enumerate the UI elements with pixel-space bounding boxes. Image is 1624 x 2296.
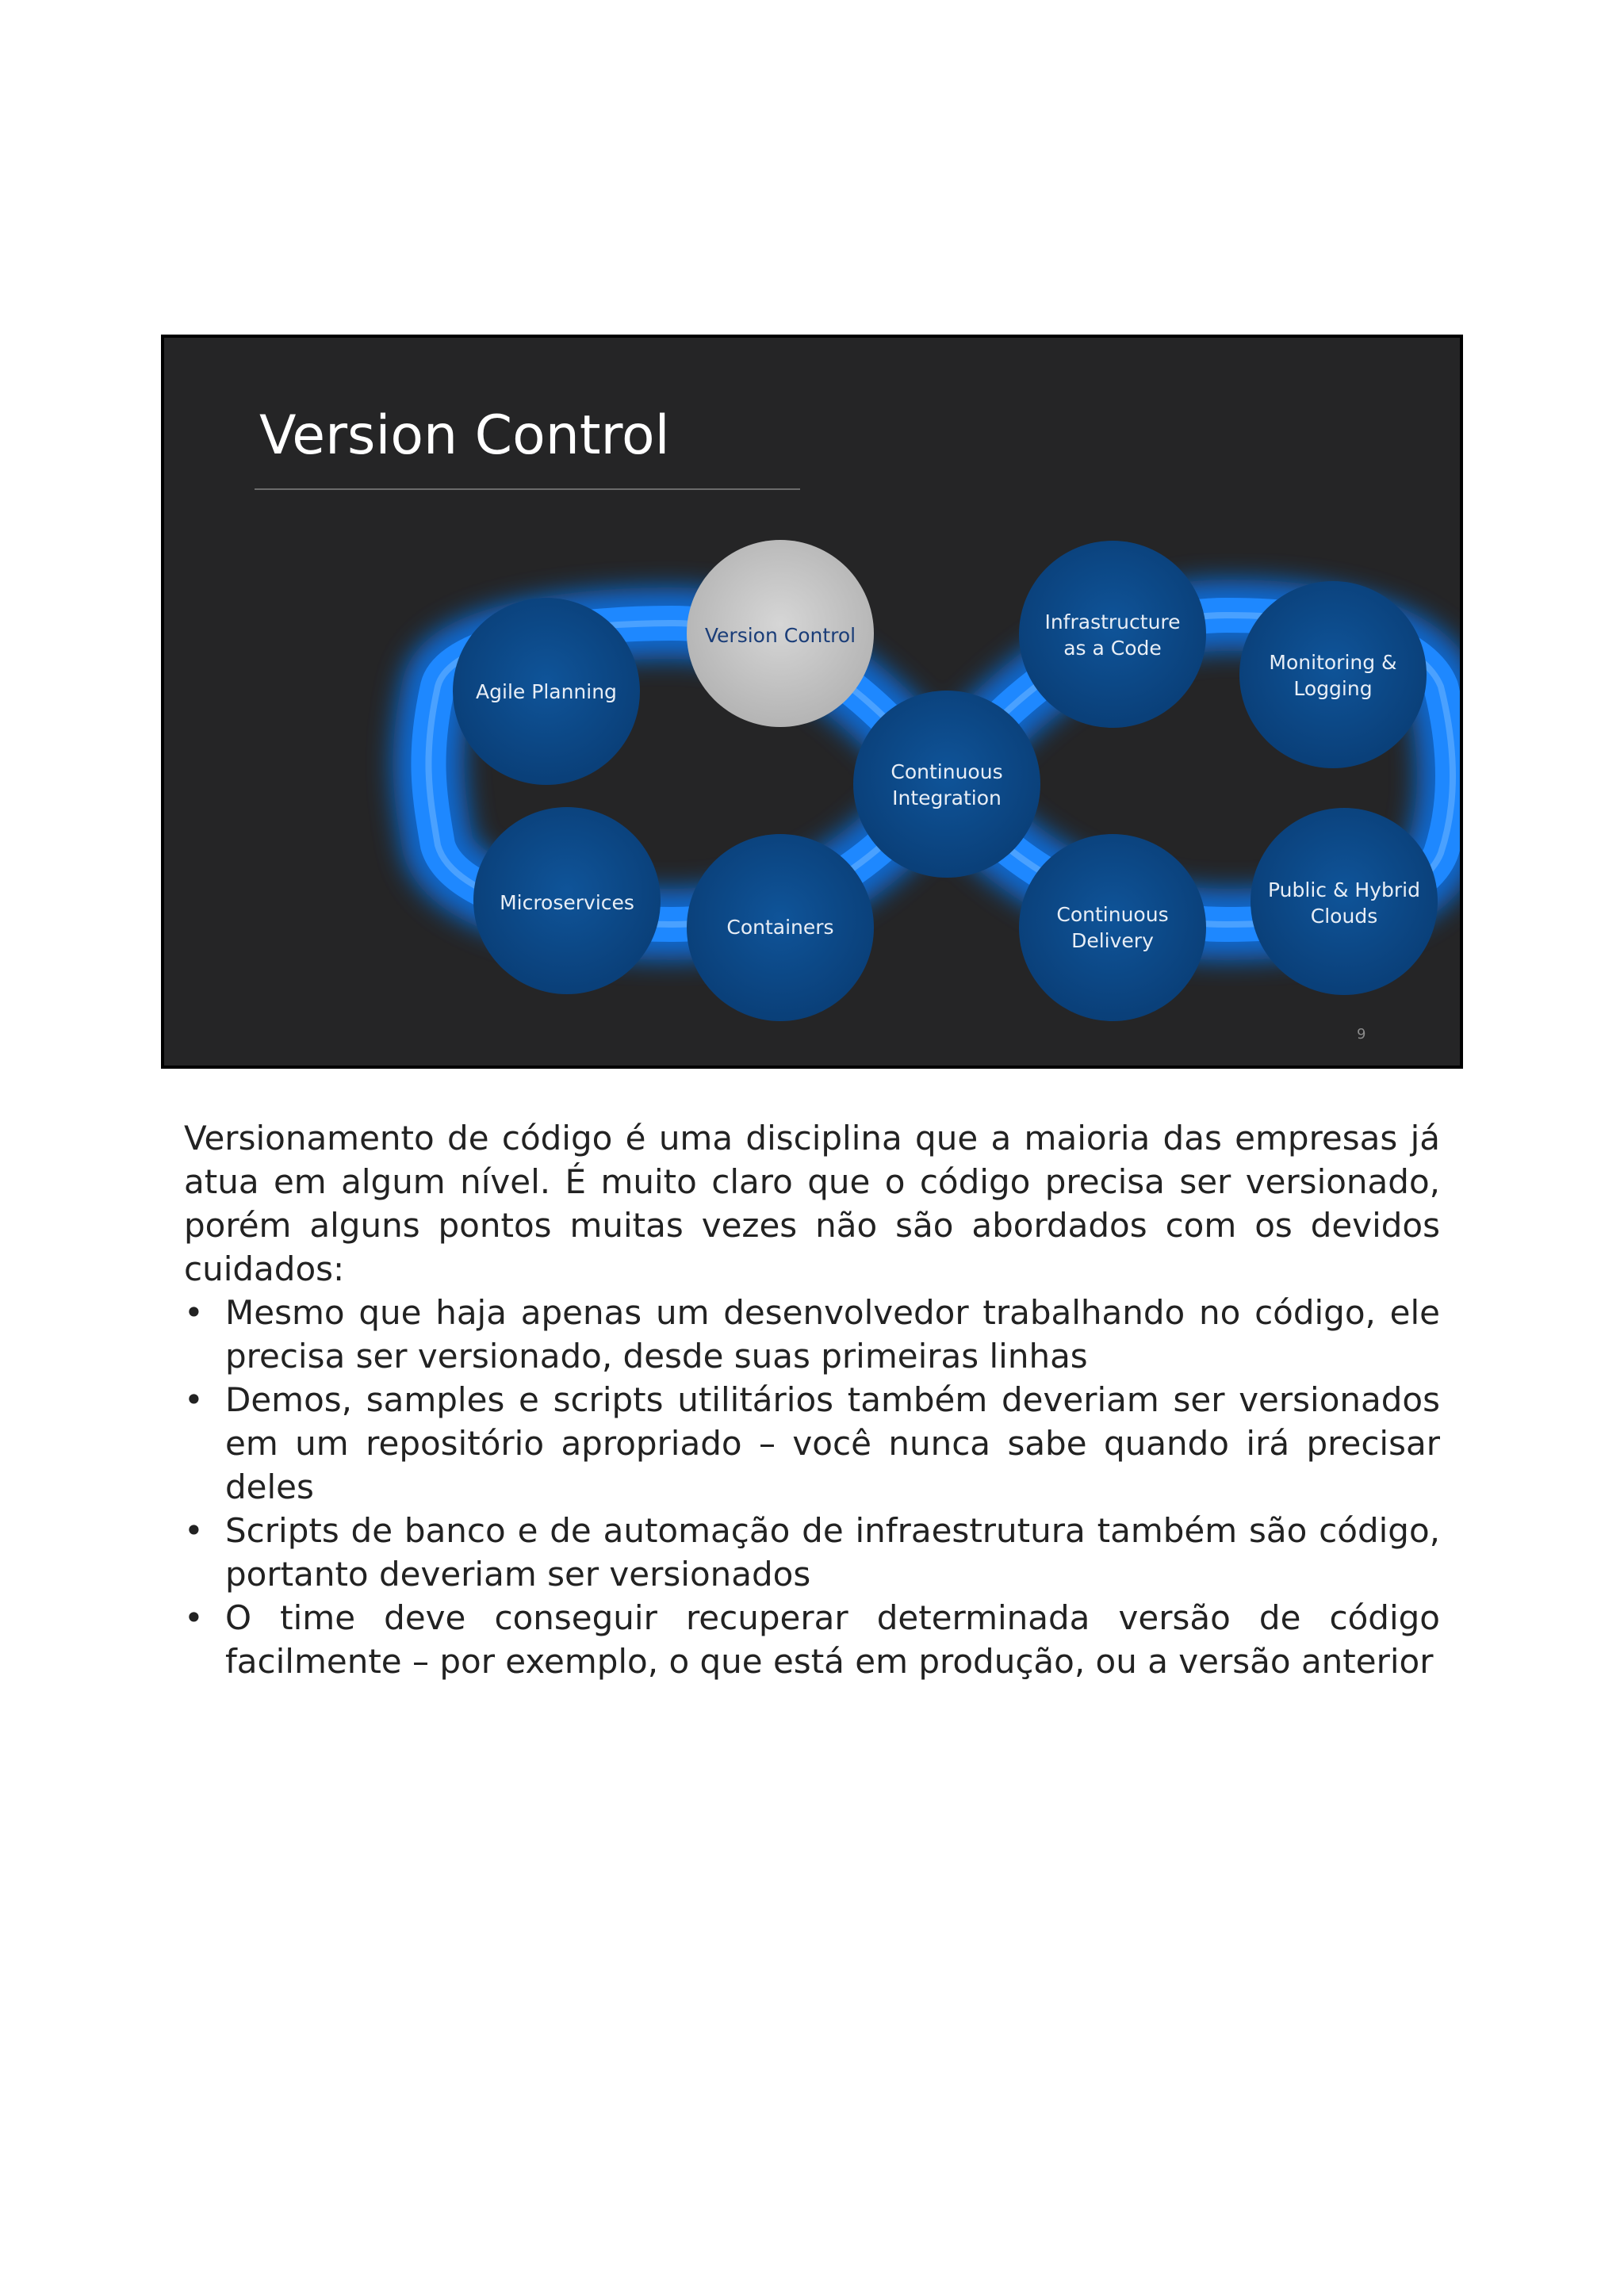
node-continuous-delivery [1019,834,1206,1021]
node-containers [687,834,874,1021]
list-item [184,1378,1440,1509]
list-item-text: Scripts de banco e de automação de infraestrutura também são código, portanto deveriam ser versionados [225,1511,1440,1594]
node-infrastructure-line1: Infrastructure [1044,610,1181,633]
bullet-list [184,1291,1440,1683]
node-infrastructure-line2: as a Code [1063,637,1162,660]
node-clouds-line1: Public & Hybrid [1268,878,1420,901]
list-item [184,1291,1440,1378]
node-cd-line2: Delivery [1071,929,1154,952]
list-item [184,1509,1440,1596]
list-item [184,1596,1440,1683]
node-monitoring-line1: Monitoring & [1269,651,1397,674]
node-version-control-label: Version Control [704,624,856,647]
list-item-text: Demos, samples e scripts utilitários também deveriam ser versionados em um repositório apropriado – você nunca sabe quando irá precisar deles [225,1380,1440,1506]
node-containers-label: Containers [726,916,834,939]
node-agile-planning-label: Agile Planning [476,680,617,703]
bullet-icon: • [184,1598,204,1637]
bullet-icon: • [184,1511,204,1550]
node-ci-line1: Continuous [891,760,1003,783]
node-monitoring-logging [1239,581,1427,768]
list-item-text: O time deve conseguir recuperar determinada versão de código facilmente – por exemplo, o que está em produção, ou a versão anterior [225,1598,1440,1681]
node-ci-line2: Integration [892,786,1002,809]
node-monitoring-line2: Logging [1293,677,1373,700]
bullet-icon: • [184,1293,204,1332]
intro-paragraph: Versionamento de código é uma disciplina que a maioria das empresas já atua em algum nível. É muito claro que o código precisa ser versionado, porém alguns pontos muitas vezes não são abordados com os devidos cuidados: [184,1119,1440,1288]
slide-page-number: 9 [1357,1026,1366,1043]
node-clouds-line2: Clouds [1310,905,1378,928]
node-public-hybrid-clouds [1251,808,1438,995]
node-cd-line1: Continuous [1056,903,1169,926]
node-continuous-integration [853,691,1040,878]
node-version-control [687,540,874,727]
devops-infinity-diagram [164,338,1463,1069]
slide-title: Version Control [259,404,670,467]
bullet-icon: • [184,1380,204,1419]
body-text [184,1116,1440,1683]
node-agile-planning [453,598,640,785]
list-item-text: Mesmo que haja apenas um desenvolvedor trabalhando no código, ele precisa ser versionado, desde suas primeiras linhas [225,1293,1440,1376]
node-microservices [473,807,661,994]
node-microservices-label: Microservices [500,891,634,914]
slide-image [161,335,1463,1069]
node-infrastructure-as-code [1019,541,1206,728]
